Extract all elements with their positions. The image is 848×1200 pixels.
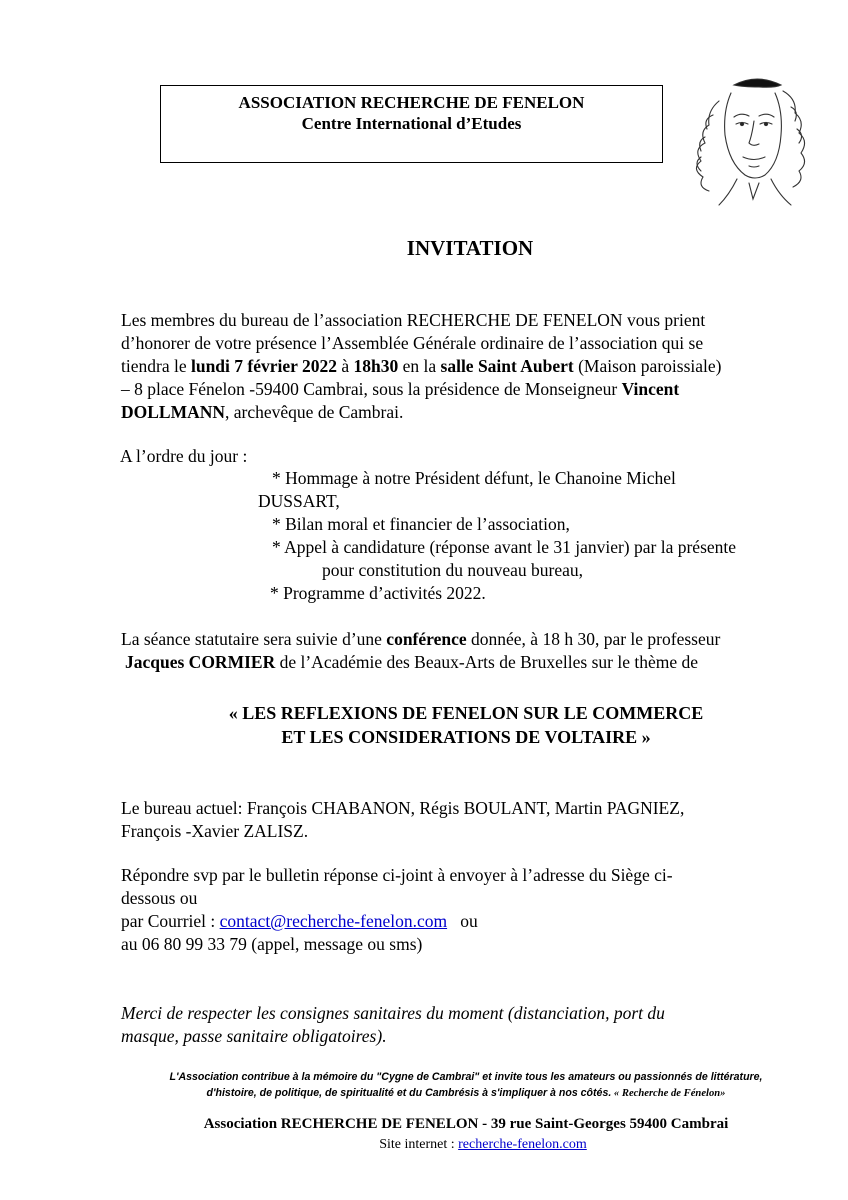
association-note bbox=[0, 1069, 848, 1102]
text: tiendra le bbox=[121, 356, 191, 376]
speaker-name: Jacques CORMIER bbox=[125, 652, 276, 672]
bureau-line-1: Le bureau actuel: François CHABANON, Régis BOULANT, Martin PAGNIEZ, bbox=[121, 798, 685, 818]
sanitary-notice bbox=[121, 1002, 771, 1048]
text: par Courriel : bbox=[121, 911, 220, 931]
fenelon-portrait-sketch bbox=[679, 71, 812, 214]
president-lastname: DOLLMANN bbox=[121, 402, 226, 422]
text: Site internet : bbox=[379, 1137, 459, 1152]
intro-line-4 bbox=[121, 378, 771, 401]
theme-line-2: ET LES CONSIDERATIONS DE VOLTAIRE » bbox=[281, 727, 651, 747]
text: en la bbox=[398, 356, 441, 376]
conference-line-1 bbox=[121, 628, 771, 651]
text: (Maison paroissiale) bbox=[573, 356, 722, 376]
agenda-heading: A l’ordre du jour : bbox=[120, 446, 248, 466]
conference-line-2 bbox=[121, 651, 771, 674]
bureau-paragraph bbox=[121, 797, 771, 843]
reply-line-4: au 06 80 99 33 79 (appel, message ou sms) bbox=[121, 934, 423, 954]
footer-address: Association RECHERCHE DE FENELON - 39 rue Saint-Georges 59400 Cambrai bbox=[203, 1116, 729, 1132]
text: « Recherche de Fénelon» bbox=[611, 1088, 726, 1099]
text: ou bbox=[447, 911, 478, 931]
sanitary-line-1: Merci de respecter les consignes sanitaires du moment (distanciation, port du bbox=[121, 1003, 665, 1023]
email-link[interactable]: contact@recherche-fenelon.com bbox=[219, 911, 448, 931]
association-name: ASSOCIATION RECHERCHE DE FENELON bbox=[238, 93, 585, 112]
text: , archevêque de Cambrai. bbox=[225, 402, 404, 422]
note-line-2 bbox=[0, 1085, 848, 1102]
theme-line-1: « LES REFLEXIONS DE FENELON SUR LE COMMERCE bbox=[228, 703, 704, 723]
text: à bbox=[336, 356, 354, 376]
meeting-time: 18h30 bbox=[353, 356, 399, 376]
intro-line-1: Les membres du bureau de l’association RECHERCHE DE FENELON vous prient bbox=[121, 310, 706, 330]
association-subtitle: Centre International d’Etudes bbox=[301, 114, 522, 133]
meeting-place: salle Saint Aubert bbox=[440, 356, 574, 376]
footer-site bbox=[0, 1137, 848, 1153]
reply-paragraph bbox=[121, 864, 771, 956]
conference-theme bbox=[0, 701, 848, 749]
intro-paragraph bbox=[121, 309, 771, 424]
conference-paragraph bbox=[121, 628, 771, 674]
invitation-title: INVITATION bbox=[406, 236, 534, 260]
meeting-date: lundi 7 février 2022 bbox=[190, 356, 337, 376]
agenda-item-1-line-2: DUSSART, bbox=[258, 491, 340, 511]
text: de l’Académie des Beaux-Arts de Bruxelles sur le thème de bbox=[275, 652, 698, 672]
text: donnée, à 18 h 30, par le professeur bbox=[466, 629, 721, 649]
text: d'histoire, de politique, de spiritualité et du Cambrésis à s'impliquer à nos côtés. bbox=[206, 1087, 612, 1099]
agenda-item-3-line-1: * Appel à candidature (réponse avant le 31 janvier) par la présente bbox=[272, 537, 737, 557]
reply-line-2: dessous ou bbox=[121, 888, 198, 908]
intro-line-3 bbox=[121, 355, 771, 378]
note-line-1: L'Association contribue à la mémoire du "Cygne de Cambrai" et invite tous les amateurs ou passionnés de littérature, bbox=[169, 1071, 763, 1083]
reply-line-3 bbox=[121, 910, 771, 933]
intro-line-2: d’honorer de votre présence l’Assemblée Générale ordinaire de l’association qui se bbox=[121, 333, 704, 353]
association-header-box bbox=[160, 85, 663, 163]
agenda-item-3-line-2: pour constitution du nouveau bureau, bbox=[322, 560, 583, 580]
website-link[interactable]: recherche-fenelon.com bbox=[458, 1137, 587, 1152]
agenda-item-2: * Bilan moral et financier de l’association, bbox=[272, 514, 570, 534]
text: – 8 place Fénelon -59400 Cambrai, sous la présidence de Monseigneur bbox=[121, 379, 622, 399]
text: La séance statutaire sera suivie d’une bbox=[121, 629, 387, 649]
president-firstname: Vincent bbox=[621, 379, 680, 399]
bureau-line-2: François -Xavier ZALISZ. bbox=[121, 821, 309, 841]
sanitary-line-2: masque, passe sanitaire obligatoires). bbox=[121, 1026, 387, 1046]
agenda-item-4: * Programme d’activités 2022. bbox=[270, 583, 486, 603]
agenda-item-1-line-1: * Hommage à notre Président défunt, le Chanoine Michel bbox=[272, 468, 676, 488]
intro-line-5 bbox=[121, 401, 771, 424]
reply-line-1: Répondre svp par le bulletin réponse ci-joint à envoyer à l’adresse du Siège ci- bbox=[121, 865, 673, 885]
conference-word: conférence bbox=[386, 629, 467, 649]
